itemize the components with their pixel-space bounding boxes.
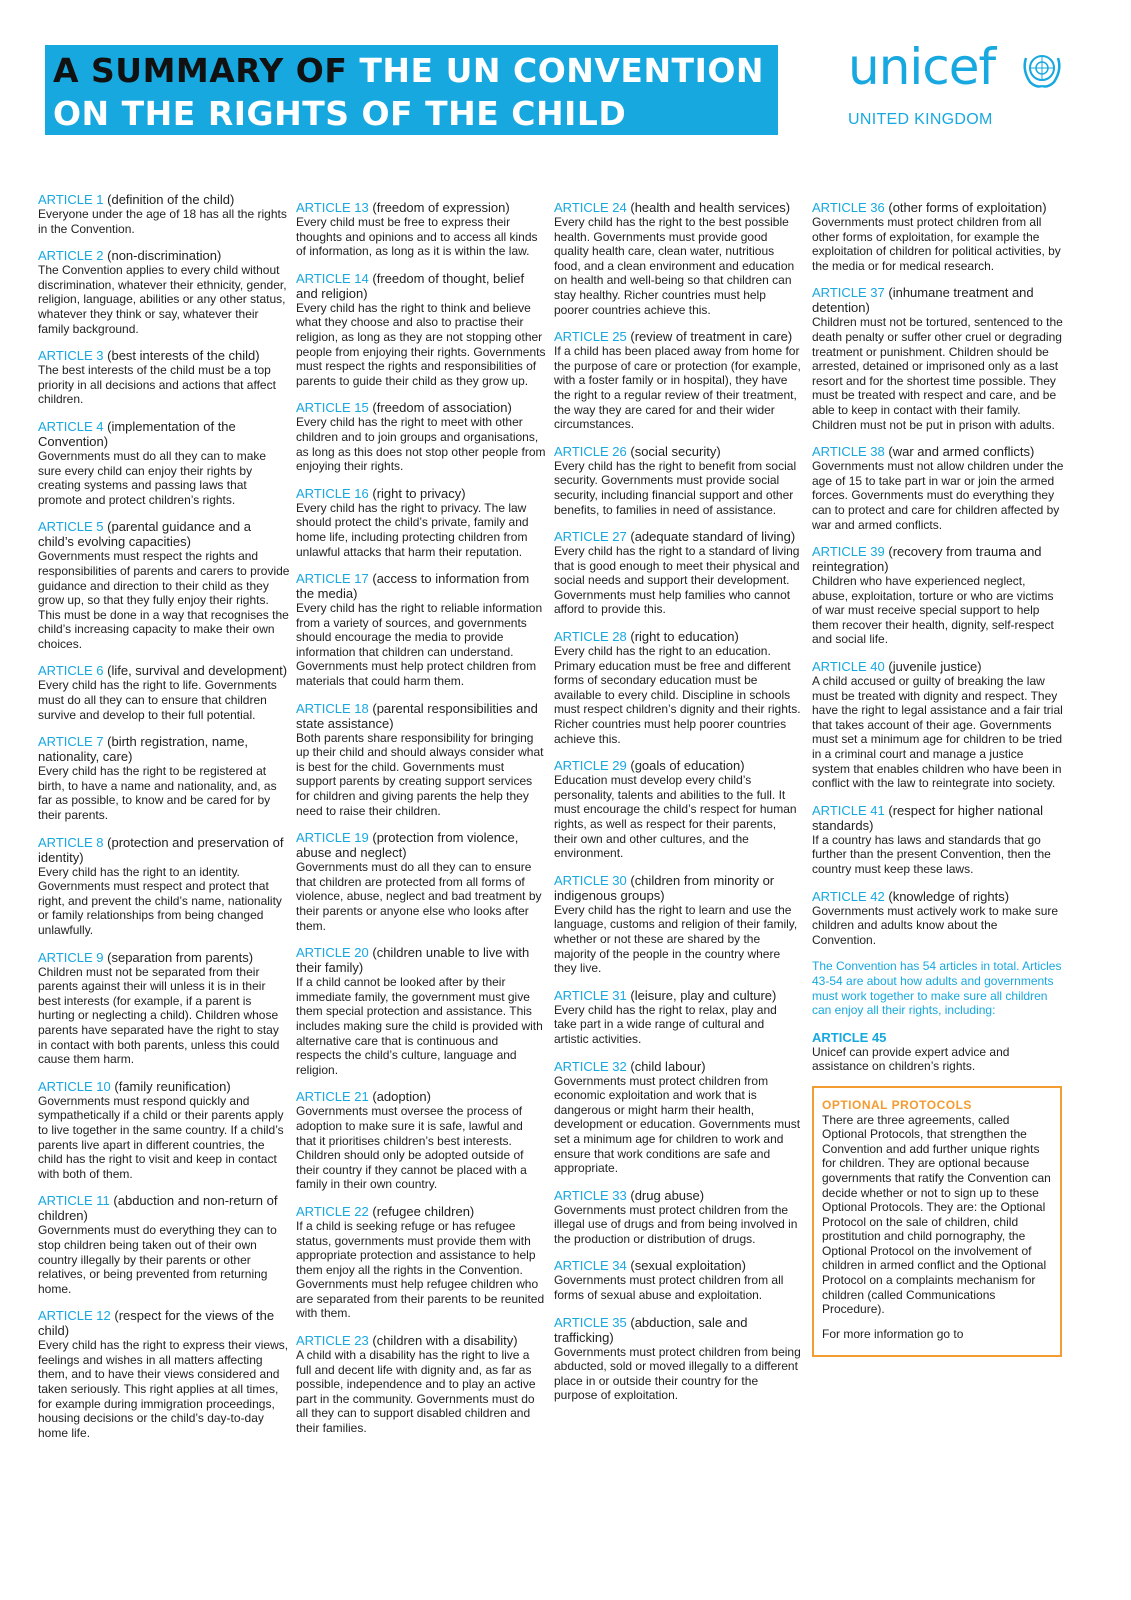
article-number: ARTICLE 18	[296, 700, 369, 716]
article-item	[38, 950, 290, 1067]
article-heading	[812, 659, 1064, 674]
article-body: Every child has the right to a standard of living that is good enough to meet their physical and social needs and support their development. Governments must help families who cannot afford to provide this.	[554, 544, 800, 617]
article-item	[38, 1079, 290, 1182]
article-heading	[38, 1193, 290, 1223]
article-heading	[38, 1079, 290, 1094]
article-number: ARTICLE 12	[38, 1308, 111, 1324]
article-heading	[812, 889, 1064, 904]
article-item	[38, 419, 290, 507]
article-item	[296, 1089, 546, 1192]
article-title: (child labour)	[630, 1058, 706, 1074]
article-body: Governments must respect the rights and responsibilities of parents and carers to provide guidance and direction to their child as they grow up, so that they fully enjoy their rights. This must be done in a way that recognises the child’s increasing capacity to make their own choices.	[38, 549, 290, 651]
article-title: (implementation of the Convention)	[38, 418, 236, 449]
unicef-emblem-icon	[1018, 46, 1066, 94]
page-title	[45, 45, 778, 135]
article-item	[554, 1188, 802, 1247]
column-1	[38, 192, 290, 1452]
article-item	[296, 701, 546, 819]
article-body: Every child has the right to benefit from social security. Governments must provide social security, including financial support and other benefits, to families in need of assistance.	[554, 458, 797, 517]
article-title: (children unable to live with their family)	[296, 945, 530, 976]
article-item	[296, 400, 546, 473]
article-body: Governments must protect children from all other forms of exploitation, for example the exploitation of children for political activities, by the media or for medical research.	[812, 215, 1061, 273]
article-title: (life, survival and development)	[107, 663, 288, 679]
article-title: (right to education)	[630, 629, 739, 645]
article-item	[296, 1204, 546, 1321]
article-item	[812, 803, 1064, 877]
article-title: (parental guidance and a child’s evolving capacities)	[38, 519, 251, 550]
article-heading	[812, 544, 1064, 574]
article-number: ARTICLE 26	[554, 443, 627, 459]
article-number: ARTICLE 40	[812, 659, 885, 675]
article-number: ARTICLE 37	[812, 285, 885, 301]
article-item	[554, 988, 802, 1047]
article-number: ARTICLE 6	[38, 663, 104, 679]
article-heading	[296, 1089, 546, 1104]
article-heading	[554, 444, 802, 459]
article-heading	[812, 444, 1064, 459]
article-item	[554, 1315, 802, 1403]
article-item	[554, 200, 802, 317]
article-number: ARTICLE 17	[296, 571, 369, 587]
article-number: ARTICLE 23	[296, 1333, 369, 1349]
article-number: ARTICLE 36	[812, 200, 885, 215]
column-3	[554, 200, 802, 1415]
article-title: (adequate standard of living)	[630, 529, 796, 545]
article-number: ARTICLE 33	[554, 1187, 627, 1203]
title-white-2: ON THE RIGHTS OF THE CHILD	[53, 94, 627, 133]
article-item	[812, 889, 1064, 948]
article-number: ARTICLE 34	[554, 1258, 627, 1274]
article-heading	[296, 1333, 546, 1348]
article-title: (abduction, sale and trafficking)	[554, 1314, 748, 1345]
article-body: If a child has been placed away from home for the purpose of care or protection (for example, with a foster family or in hospital), they have the right to a regular review of their treatment, the way they are cared for and their wider circumstances.	[554, 344, 801, 432]
article-heading	[554, 329, 802, 344]
article-number: ARTICLE 14	[296, 270, 369, 286]
article-title: (inhumane treatment and detention)	[812, 285, 1034, 316]
article-heading	[38, 835, 290, 865]
article-heading	[296, 1204, 546, 1219]
column-2	[296, 200, 546, 1448]
article-heading	[554, 529, 802, 544]
article-heading	[296, 945, 546, 975]
article-title: (children with a disability)	[372, 1333, 518, 1349]
article-body: Governments must protect children from the illegal use of drugs and from being involved in the production or distribution of drugs.	[554, 1202, 798, 1246]
article-heading	[38, 1308, 290, 1338]
article-body: Governments must protect children from economic exploitation and work that is dangerous or might harm their health, development or education. Governments must set a minimum age for children to work and ensure that work conditions are safe and appropriate.	[554, 1073, 801, 1176]
article-item	[38, 248, 290, 336]
article-item	[38, 835, 290, 938]
article-title: (protection and preservation of identity)	[38, 834, 284, 865]
article-item	[554, 758, 802, 861]
article-number: ARTICLE 2	[38, 248, 104, 264]
article-item	[296, 830, 546, 933]
article-body: Every child has the right to privacy. The law should protect the child’s private, family and home life, including protecting children from unlawful attacks that harm their reputation.	[296, 500, 529, 559]
article-heading	[554, 1258, 802, 1273]
article-title: (recovery from trauma and reintegration)	[812, 544, 1042, 575]
article-body: Governments must oversee the process of adoption to make sure it is safe, lawful and that it prioritises children’s best interests. Children should only be adopted outside of their country if they cannot be placed with a family in their own country.	[296, 1104, 527, 1192]
article-number: ARTICLE 4	[38, 418, 104, 434]
article-title: (children from minority or indigenous groups)	[554, 872, 775, 903]
article-45	[812, 1030, 1064, 1074]
protocols-title: OPTIONAL PROTOCOLS	[822, 1097, 972, 1112]
article-heading	[296, 400, 546, 415]
article-number: ARTICLE 10	[38, 1078, 111, 1094]
article-number: ARTICLE 5	[38, 519, 104, 535]
article-heading	[554, 629, 802, 644]
protocols-body: There are three agreements, called Optional Protocols, that strengthen the Convention and add further unique rights for children. They are optional because governments that ratify the Convention can decide whether or not to sign up to these Optional Protocols. They are: the Optional Protocol on the sale of children, child prostitution and child pornography, the Optional Protocol on the involvement of children in armed conflict and the Optional Protocol on a complaints mechanism for children (called Communications Procedure).	[822, 1112, 1051, 1317]
article-body: Everyone under the age of 18 has all the rights in the Convention.	[38, 207, 287, 236]
article-body: Governments must not allow children under the age of 15 to take part in war or join the armed forces. Governments must do everything they can to protect and care for children affected by war and armed conflicts.	[812, 459, 1064, 532]
article-item	[812, 444, 1064, 532]
article-body: Education must develop every child’s personality, talents and abilities to the full. It must encourage the child’s respect for human rights, as well as respect for their parents, their own and other cultures, and the environment.	[554, 773, 797, 861]
article-body: The best interests of the child must be a top priority in all decisions and actions that affect children.	[38, 363, 276, 407]
article-heading	[554, 1188, 802, 1203]
article-body: Unicef can provide expert advice and assistance on children’s rights.	[812, 1044, 1010, 1074]
article-number: ARTICLE 38	[812, 444, 885, 460]
article-heading	[554, 988, 802, 1003]
article-number: ARTICLE 3	[38, 348, 104, 364]
article-title: (respect for higher national standards)	[812, 802, 1044, 833]
article-heading	[38, 248, 290, 263]
article-title: (war and armed conflicts)	[888, 444, 1035, 460]
article-body: Children must not be tortured, sentenced to the death penalty or suffer other cruel or degrading treatment or punishment. Children should be arrested, detained or imprisoned only as a last resort and for the shortest time possible. They must be treated with respect and care, and be able to keep in contact with their family. Children must not be put in prison with adults.	[812, 315, 1063, 432]
article-heading	[296, 830, 546, 860]
article-item	[296, 1333, 546, 1436]
article-title: (drug abuse)	[630, 1187, 705, 1203]
article-title: (protection from violence, abuse and neglect)	[296, 830, 519, 861]
article-title: (review of treatment in care)	[630, 329, 793, 345]
article-title: (social security)	[630, 443, 721, 459]
article-body: Governments must protect children from being abducted, sold or moved illegally to a different place in or outside their country for the purpose of exploitation.	[554, 1344, 801, 1403]
article-item	[812, 544, 1064, 647]
article-heading	[38, 419, 290, 449]
article-body: The Convention applies to every child without discrimination, whatever their ethnicity, gender, religion, language, abilities or any other status, whatever they think or say, whatever their family background.	[38, 263, 287, 336]
article-heading	[812, 200, 1064, 215]
article-item	[554, 873, 802, 976]
article-heading	[554, 200, 802, 215]
article-number: ARTICLE 28	[554, 629, 627, 645]
article-item	[554, 529, 802, 617]
article-title: (abduction and non-return of children)	[38, 1193, 278, 1224]
article-heading	[296, 200, 546, 215]
article-body: Every child has the right to relax, play and take part in a wide range of cultural and artistic activities.	[554, 1002, 777, 1046]
article-title: (family reunification)	[114, 1078, 231, 1094]
article-title: (adoption)	[372, 1089, 431, 1105]
article-title: (goals of education)	[630, 758, 745, 774]
article-number: ARTICLE 41	[812, 802, 885, 818]
article-body: Every child has the right to an identity. Governments must respect and protect that right, and prevent the child’s name, nationality or family relationships from being changed unlawfully.	[38, 864, 282, 937]
article-title: (freedom of association)	[372, 400, 512, 416]
article-number: ARTICLE 31	[554, 987, 627, 1003]
article-number: ARTICLE 21	[296, 1089, 369, 1105]
article-body: Governments must do all they can to ensure that children are protected from all forms of violence, abuse, neglect and bad treatment by their parents or anyone else who looks after them.	[296, 860, 542, 933]
article-heading	[554, 758, 802, 773]
article-item	[38, 1308, 290, 1440]
article-body: Both parents share responsibility for bringing up their child and should always consider what is best for the child. Governments must support parents by creating support services for children and giving parents the help they need to raise their children.	[296, 730, 544, 818]
article-body: If a child is seeking refuge or has refugee status, governments must provide them with appropriate protection and assistance to help them enjoy all the rights in the Convention. Governments must help refugee children who are separated from their parents to be reunited with them.	[296, 1218, 545, 1321]
article-body: A child accused or guilty of breaking the law must be treated with dignity and respect. They have the right to legal assistance and a fair trial that takes account of their age. Governments must set a minimum age for children to be tried in a criminal court and manage a justice system that enables children who have been in conflict with the law to reintegrate into society.	[812, 674, 1063, 791]
article-number: ARTICLE 19	[296, 830, 369, 846]
article-heading	[554, 873, 802, 903]
article-heading	[38, 950, 290, 965]
column-4-articles	[812, 200, 1064, 947]
article-title: (freedom of thought, belief and religion)	[296, 270, 525, 301]
article-number: ARTICLE 22	[296, 1203, 369, 1219]
article-number: ARTICLE 1	[38, 192, 104, 207]
article-item	[38, 663, 290, 722]
article-title: (juvenile justice)	[888, 659, 982, 675]
article-item	[554, 629, 802, 746]
article-heading	[554, 1315, 802, 1345]
article-title: (right to privacy)	[372, 485, 466, 501]
article-heading	[296, 701, 546, 731]
article-item	[812, 285, 1064, 432]
article-number: ARTICLE 11	[38, 1193, 110, 1209]
article-title: (knowledge of rights)	[888, 888, 1010, 904]
article-number: ARTICLE 29	[554, 758, 627, 774]
article-item	[296, 486, 546, 559]
article-number: ARTICLE 39	[812, 544, 885, 560]
article-heading	[296, 486, 546, 501]
article-title: (other forms of exploitation)	[888, 200, 1047, 215]
article-number: ARTICLE 8	[38, 834, 104, 850]
article-title: (freedom of expression)	[372, 200, 510, 215]
protocols-more: For more information go to	[822, 1326, 964, 1341]
column-4	[812, 200, 1064, 1357]
article-title: (best interests of the child)	[107, 348, 260, 364]
title-black: A SUMMARY OF	[53, 51, 348, 90]
article-title: (birth registration, name, nationality, care)	[38, 734, 249, 765]
article-item	[296, 271, 546, 389]
article-number: ARTICLE 30	[554, 872, 627, 888]
article-body: Governments must actively work to make sure children and adults know about the Convention.	[812, 903, 1059, 947]
article-item	[554, 444, 802, 517]
article-item	[554, 1059, 802, 1176]
article-body: Every child has the right to reliable information from a variety of sources, and governments should encourage the media to provide information that children can understand. Governments must help protect children from materials that could harm them.	[296, 601, 543, 689]
article-heading	[38, 663, 290, 678]
article-number: ARTICLE 13	[296, 200, 369, 215]
article-number: ARTICLE 24	[554, 200, 627, 215]
article-item	[38, 519, 290, 651]
article-body: Every child has the right to express their views, feelings and wishes in all matters affecting them, and to have their views considered and taken seriously. This right applies at all times, for example during immigration proceedings, housing decisions or the child’s day-to-day home life.	[38, 1338, 289, 1440]
article-body: Every child has the right to think and believe what they choose and also to practise their religion, as long as they are not stopping other people from enjoying their rights. Governments must respect the rights and responsibilities of parents to guide their child as they grow up.	[296, 300, 546, 388]
article-number: ARTICLE 27	[554, 529, 627, 545]
article-heading	[38, 734, 290, 764]
unicef-logo	[848, 38, 1068, 138]
logo-word: unicef	[848, 38, 996, 96]
logo-subtitle: UNITED KINGDOM	[848, 111, 993, 128]
article-number: ARTICLE 42	[812, 888, 885, 904]
article-title: (access to information from the media)	[296, 571, 530, 602]
article-item	[812, 659, 1064, 791]
article-number: ARTICLE 45	[812, 1029, 887, 1045]
article-item	[296, 200, 546, 259]
article-number: ARTICLE 32	[554, 1058, 627, 1074]
article-body: Governments must respond quickly and sympathetically if a child or their parents apply to live together in the same country. If a child’s parents live apart in different countries, the child has the right to visit and keep in contact with both of them.	[38, 1093, 284, 1181]
article-number: ARTICLE 35	[554, 1314, 627, 1330]
convention-note: The Convention has 54 articles in total. Articles 43-54 are about how adults and governments must work together to make sure all children can enjoy all their rights, including:	[812, 959, 1062, 1018]
article-item	[38, 734, 290, 822]
article-title: (refugee children)	[372, 1203, 475, 1219]
article-body: A child with a disability has the right to live a full and decent life with dignity and, as far as possible, independence and to play an active part in the community. Governments must do all they can to support disabled children and their families.	[296, 1348, 536, 1436]
article-body: If a country has laws and standards that go further than the present Convention, then the country must keep these laws.	[812, 832, 1051, 876]
article-item	[38, 1193, 290, 1296]
article-number: ARTICLE 20	[296, 945, 369, 961]
article-title: (non-discrimination)	[107, 248, 222, 264]
article-item	[38, 192, 290, 236]
article-number: ARTICLE 15	[296, 400, 369, 416]
article-item	[554, 1258, 802, 1302]
article-heading	[296, 271, 546, 301]
article-body: Every child has the right to an education. Primary education must be free and different forms of secondary education must be available to every child. Discipline in schools must respect children’s dignity and their rights. Richer countries must help poorer countries achieve this.	[554, 644, 801, 746]
article-body: Every child has the right to meet with other children and to join groups and organisations, as long as this does not stop other people from enjoying their rights.	[296, 415, 546, 474]
article-number: ARTICLE 25	[554, 329, 627, 345]
article-body: Every child must be free to express their thoughts and opinions and to access all kinds of information, as long as it is within the law.	[296, 215, 538, 259]
article-number: ARTICLE 16	[296, 485, 369, 501]
article-title: (separation from parents)	[107, 949, 254, 965]
article-body: Governments must do all they can to make sure every child can enjoy their rights by creating systems and passing laws that promote and protect children’s rights.	[38, 448, 267, 507]
article-body: Governments must protect children from all forms of sexual abuse and exploitation.	[554, 1273, 784, 1303]
article-heading	[38, 519, 290, 549]
title-white-1: THE UN CONVENTION	[359, 51, 765, 90]
article-heading	[296, 571, 546, 601]
article-heading	[554, 1059, 802, 1074]
article-body: Children who have experienced neglect, abuse, exploitation, torture or who are victims of war must receive special support to help them recover their health, dignity, self-respect and social life.	[812, 574, 1054, 647]
article-item	[296, 945, 546, 1077]
article-item	[554, 329, 802, 432]
article-title: (leisure, play and culture)	[630, 987, 777, 1003]
article-body: Governments must do everything they can to stop children being taken out of their own country illegally by their parents or other relatives, or being prevented from returning home.	[38, 1223, 277, 1296]
article-number: ARTICLE 7	[38, 734, 104, 750]
article-title: (definition of the child)	[107, 192, 235, 207]
article-body: If a child cannot be looked after by their immediate family, the government must give them special protection and assistance. This includes making sure the child is provided with alternative care that is continuous and respects the child’s culture, language and religion.	[296, 975, 543, 1077]
article-heading	[812, 285, 1064, 315]
article-title: (respect for the views of the child)	[38, 1308, 275, 1339]
optional-protocols-box	[812, 1086, 1062, 1358]
article-title: (health and health services)	[630, 200, 791, 215]
article-title: (parental responsibilities and state assistance)	[296, 700, 538, 731]
article-body: Every child has the right to be registered at birth, to have a name and nationality, and, as far as possible, to know and be cared for by their parents.	[38, 764, 277, 823]
article-heading	[812, 803, 1064, 833]
article-item	[38, 348, 290, 407]
article-heading	[38, 192, 290, 207]
article-item	[296, 571, 546, 689]
article-body: Children must not be separated from their parents against their will unless it is in their best interests (for example, if a parent is hurting or neglecting a child). Children whose parents have separated have the right to stay in contact with both parents, unless this could cause them harm.	[38, 964, 280, 1067]
article-body: Every child has the right to life. Governments must do all they can to ensure that children survive and develop to their full potential.	[38, 678, 277, 722]
article-title: (sexual exploitation)	[630, 1258, 746, 1274]
article-heading	[38, 348, 290, 363]
article-item	[812, 200, 1064, 273]
article-body: Every child has the right to the best possible health. Governments must provide good quality health care, clean water, nutritious food, and a clean environment and education on health and well-being so that children can stay healthy. Richer countries must help poorer countries achieve this.	[554, 215, 795, 317]
article-body: Every child has the right to learn and use the language, customs and religion of their family, whether or not these are shared by the majority of the people in the country where they live.	[554, 902, 798, 976]
article-number: ARTICLE 9	[38, 949, 104, 965]
